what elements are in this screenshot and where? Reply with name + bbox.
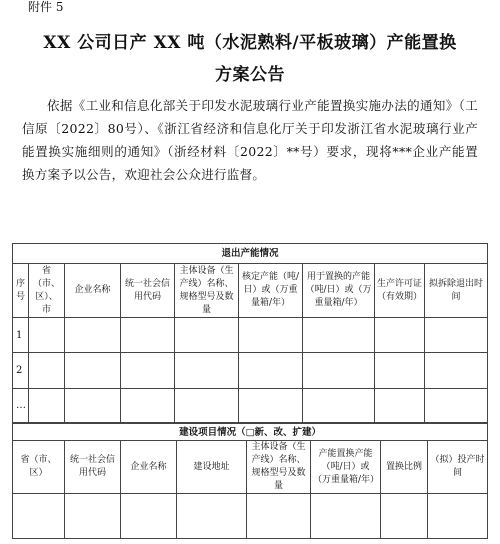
empty-cell (175, 318, 239, 353)
empty-cell (425, 389, 488, 423)
empty-cell (121, 494, 177, 539)
header-cell: 用于置换的产能（吨/日）或（万重量箱/年） (303, 264, 375, 318)
header-cell: 建设地址 (177, 441, 247, 494)
empty-cell (311, 494, 381, 539)
header-cell: 序号 (13, 264, 29, 318)
header-cell: 省（市、区）、市 (29, 264, 65, 318)
table-row (13, 494, 488, 539)
empty-cell (375, 318, 425, 353)
header-cell: 产能置换产能（吨/日）或（万重量箱/年） (311, 441, 381, 494)
retire-section-title: 退出产能情况 (13, 244, 488, 264)
header-cell: 省（市、区） (13, 441, 65, 494)
body-paragraph: 依据《工业和信息化部关于印发水泥玻璃行业产能置换实施办法的通知》（工信原〔2022〕80号）、《浙江省经济和信息化厅关于印发浙江省水泥玻璃行业产能置换实施细则的通知》（浙经材料〔2022〕**号）要求，现将***企业产能置换方案予以公告，欢迎社会公众进行监督。 (22, 98, 478, 182)
empty-cell (121, 389, 175, 423)
empty-cell (239, 353, 303, 389)
build-project-table (12, 423, 488, 539)
empty-cell (239, 318, 303, 353)
header-cell: （拟）投产时间 (428, 441, 488, 494)
row-number: 2 (13, 353, 29, 389)
empty-cell (13, 494, 65, 539)
empty-cell (175, 389, 239, 423)
empty-cell (177, 494, 247, 539)
row-number: 1 (13, 318, 29, 353)
empty-cell (29, 353, 65, 389)
empty-cell (428, 494, 488, 539)
empty-cell (375, 389, 425, 423)
empty-cell (65, 353, 121, 389)
header-cell: 企业名称 (121, 441, 177, 494)
empty-cell (381, 494, 428, 539)
empty-cell (65, 494, 121, 539)
build-section-title: 建设项目情况（□新、改、扩建） (13, 424, 488, 441)
empty-cell (65, 318, 121, 353)
table-row (13, 353, 488, 389)
header-cell: 统一社会信用代码 (65, 441, 121, 494)
empty-cell (303, 389, 375, 423)
attachment-label: 附件 5 (28, 0, 64, 14)
header-cell: 主体设备（生产线）名称、规格型号及数量 (175, 264, 239, 318)
table-row (13, 389, 488, 423)
header-cell: 统一社会信用代码 (121, 264, 175, 318)
empty-cell (425, 318, 488, 353)
empty-cell (239, 389, 303, 423)
empty-cell (303, 353, 375, 389)
retire-capacity-table (12, 243, 488, 423)
empty-cell (247, 494, 311, 539)
empty-cell (175, 353, 239, 389)
table-row (13, 318, 488, 353)
empty-cell (29, 389, 65, 423)
row-number: … (13, 389, 29, 423)
header-cell: 生产许可证（有效期） (375, 264, 425, 318)
header-cell: 核定产能（吨/日）或（万重量箱/年） (239, 264, 303, 318)
page-title: XX 公司日产 XX 吨（水泥熟料/平板玻璃）产能置换 (43, 33, 457, 53)
empty-cell (121, 353, 175, 389)
page-title-line2: 方案公告 (215, 65, 285, 85)
empty-cell (65, 389, 121, 423)
empty-cell (121, 318, 175, 353)
header-cell: 置换比例 (381, 441, 428, 494)
empty-cell (29, 318, 65, 353)
header-cell: 企业名称 (65, 264, 121, 318)
empty-cell (425, 353, 488, 389)
empty-cell (303, 318, 375, 353)
header-cell: 拟拆除退出时间 (425, 264, 488, 318)
header-cell: 主体设备（生产线）名称、规格型号及数量 (247, 441, 311, 494)
empty-cell (375, 353, 425, 389)
